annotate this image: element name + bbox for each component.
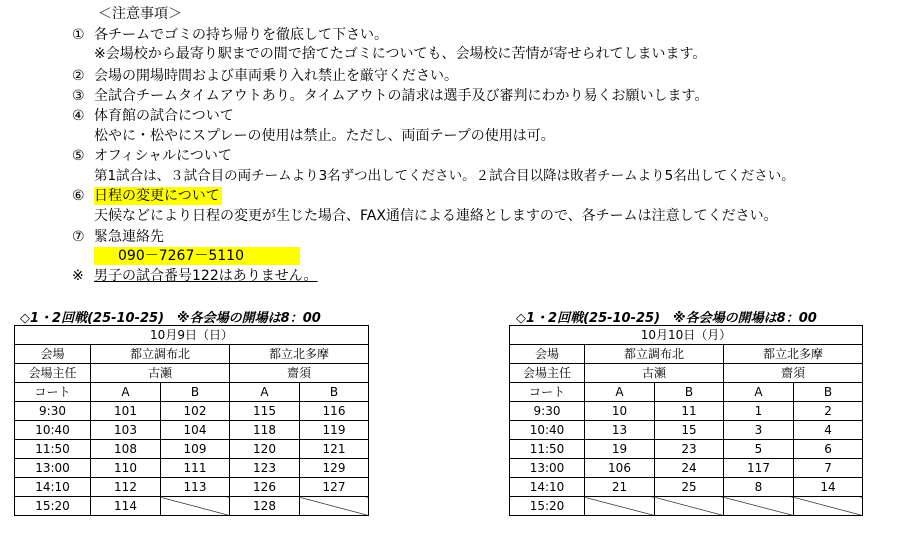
match-cell: 110 xyxy=(91,459,161,478)
empty-diagonal-cell xyxy=(655,497,724,516)
match-cell: 19 xyxy=(585,440,655,459)
match-cell: 106 xyxy=(585,459,655,478)
note-4-line-1: 体育館の試合について xyxy=(94,108,234,124)
note-7-line-1: 緊急連絡先 xyxy=(94,229,164,245)
time-cell: 13:00 xyxy=(510,459,585,478)
time-cell: 11:50 xyxy=(15,440,91,459)
time-cell: 14:10 xyxy=(15,478,91,497)
note-mark-3: ③ xyxy=(72,88,85,104)
match-cell: 118 xyxy=(230,421,300,440)
empty-diagonal-cell xyxy=(300,497,369,516)
table-row xyxy=(510,478,863,497)
match-cell: 113 xyxy=(161,478,230,497)
venue-label: 会場 xyxy=(15,345,91,364)
match-cell: 116 xyxy=(300,402,369,421)
note-mark-7: ⑦ xyxy=(72,229,85,245)
match-cell: 108 xyxy=(91,440,161,459)
court-b: B xyxy=(161,383,230,402)
match-cell: 6 xyxy=(794,440,863,459)
match-cell: 102 xyxy=(161,402,230,421)
table-row xyxy=(15,497,369,516)
note-2-line-1: 会場の開場時間および車両乗り入れ禁止を厳守ください。 xyxy=(94,68,458,84)
manager-1: 古瀬 xyxy=(585,364,724,383)
match-cell: 129 xyxy=(300,459,369,478)
match-cell: 103 xyxy=(91,421,161,440)
note-3-line-1: 全試合チームタイムアウトあり。タイムアウトの請求は選手及び審判にわかり易くお願いします。 xyxy=(94,88,709,104)
note-mark-4: ④ xyxy=(72,108,85,124)
match-cell: 23 xyxy=(655,440,724,459)
emergency-phone: 090－7267－5110 xyxy=(94,247,300,265)
table-row xyxy=(510,459,863,478)
note-4-line-2: 松やに・松やにスプレーの使用は禁止。ただし、両面テープの使用は可。 xyxy=(94,128,555,144)
match-cell: 115 xyxy=(230,402,300,421)
manager-2: 齋須 xyxy=(724,364,863,383)
match-cell: 5 xyxy=(724,440,794,459)
note-mark-5: ⑤ xyxy=(72,148,85,164)
venue-2: 都立北多摩 xyxy=(230,345,369,364)
venue-label: 会場 xyxy=(510,345,585,364)
schedule-2-table xyxy=(509,325,863,516)
manager-label: 会場主任 xyxy=(15,364,91,383)
table-row xyxy=(510,402,863,421)
match-cell: 112 xyxy=(91,478,161,497)
time-cell: 15:20 xyxy=(15,497,91,516)
match-cell: 21 xyxy=(585,478,655,497)
time-cell: 10:40 xyxy=(15,421,91,440)
schedule-1-table xyxy=(14,325,369,516)
empty-diagonal-cell xyxy=(794,497,863,516)
schedule-1-title: ◇1・2回戦(25-10-25) ※各会場の開場は8：00 xyxy=(20,311,321,326)
match-cell: 121 xyxy=(300,440,369,459)
notes-heading: ＜注意事項＞ xyxy=(98,6,182,22)
note-5-line-2: 第1試合は、３試合目の両チームより3名ずつ出してください。２試合目以降は敗者チームより5名出してください。 xyxy=(94,168,795,184)
note-8-line-1: 男子の試合番号122はありません。 xyxy=(94,268,318,284)
venue-1: 都立調布北 xyxy=(585,345,724,364)
match-cell: 128 xyxy=(230,497,300,516)
note-6-line-2: 天候などにより日程の変更が生じた場合、FAX通信による連絡としますので、各チームは注意してください。 xyxy=(94,208,778,224)
match-cell: 111 xyxy=(161,459,230,478)
table-row xyxy=(15,402,369,421)
match-cell: 2 xyxy=(794,402,863,421)
match-cell: 126 xyxy=(230,478,300,497)
match-cell: 3 xyxy=(724,421,794,440)
table-row xyxy=(510,421,863,440)
note-6-line-1: 日程の変更について xyxy=(94,188,220,204)
note-mark-8: ※ xyxy=(72,268,84,284)
court-b: B xyxy=(655,383,724,402)
schedule-1-date: 10月9日（日） xyxy=(15,326,369,345)
court-a: A xyxy=(230,383,300,402)
note-5-line-1: オフィシャルについて xyxy=(94,148,232,164)
empty-diagonal-cell xyxy=(585,497,655,516)
table-row xyxy=(15,478,369,497)
match-cell: 1 xyxy=(724,402,794,421)
match-cell: 25 xyxy=(655,478,724,497)
note-1-line-2: ※会場校から最寄り駅までの間で捨てたゴミについても、会場校に苦情が寄せられてしまいます。 xyxy=(94,46,707,62)
match-cell: 120 xyxy=(230,440,300,459)
match-cell: 8 xyxy=(724,478,794,497)
schedule-2-title: ◇1・2回戦(25-10-25) ※各会場の開場は8：00 xyxy=(516,311,817,326)
table-row xyxy=(15,440,369,459)
empty-diagonal-cell xyxy=(724,497,794,516)
table-row xyxy=(510,497,863,516)
court-a: A xyxy=(585,383,655,402)
match-cell: 123 xyxy=(230,459,300,478)
match-cell: 101 xyxy=(91,402,161,421)
match-cell: 114 xyxy=(91,497,161,516)
match-cell: 7 xyxy=(794,459,863,478)
court-b: B xyxy=(794,383,863,402)
note-mark-6: ⑥ xyxy=(72,188,85,204)
match-cell: 104 xyxy=(161,421,230,440)
match-cell: 15 xyxy=(655,421,724,440)
note-mark-1: ① xyxy=(72,27,85,43)
match-cell: 14 xyxy=(794,478,863,497)
court-label: コート xyxy=(15,383,91,402)
match-cell: 11 xyxy=(655,402,724,421)
manager-label: 会場主任 xyxy=(510,364,585,383)
match-cell: 109 xyxy=(161,440,230,459)
table-row xyxy=(15,421,369,440)
time-cell: 10:40 xyxy=(510,421,585,440)
match-cell: 127 xyxy=(300,478,369,497)
court-b: B xyxy=(300,383,369,402)
match-cell: 117 xyxy=(724,459,794,478)
match-cell: 10 xyxy=(585,402,655,421)
time-cell: 15:20 xyxy=(510,497,585,516)
empty-diagonal-cell xyxy=(161,497,230,516)
table-row xyxy=(15,459,369,478)
time-cell: 13:00 xyxy=(15,459,91,478)
note-1-line-1: 各チームでゴミの持ち帰りを徹底して下さい。 xyxy=(94,27,388,43)
time-cell: 11:50 xyxy=(510,440,585,459)
time-cell: 14:10 xyxy=(510,478,585,497)
table-row xyxy=(510,440,863,459)
manager-2: 齋須 xyxy=(230,364,369,383)
match-cell: 24 xyxy=(655,459,724,478)
schedule-2-date: 10月10日（月） xyxy=(510,326,863,345)
manager-1: 古瀬 xyxy=(91,364,230,383)
note-mark-2: ② xyxy=(72,68,85,84)
court-a: A xyxy=(91,383,161,402)
match-cell: 119 xyxy=(300,421,369,440)
venue-2: 都立北多摩 xyxy=(724,345,863,364)
court-label: コート xyxy=(510,383,585,402)
match-cell: 4 xyxy=(794,421,863,440)
time-cell: 9:30 xyxy=(510,402,585,421)
match-cell: 13 xyxy=(585,421,655,440)
court-a: A xyxy=(724,383,794,402)
time-cell: 9:30 xyxy=(15,402,91,421)
venue-1: 都立調布北 xyxy=(91,345,230,364)
